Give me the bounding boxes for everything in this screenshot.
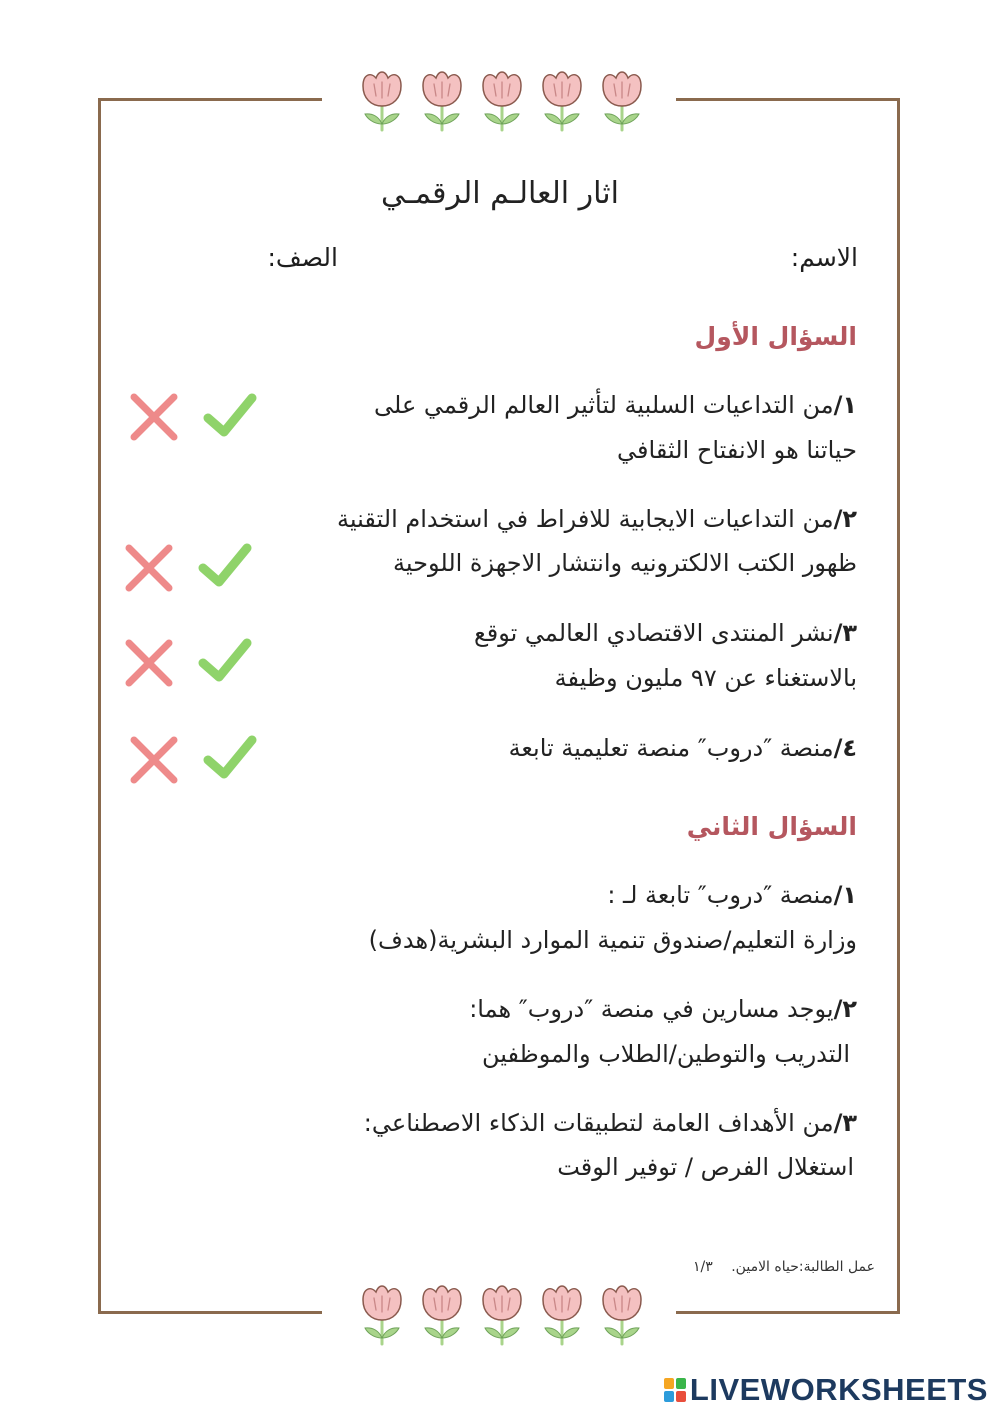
student-credit <box>693 1259 875 1275</box>
frame-top-left <box>98 98 322 101</box>
cross-icon[interactable] <box>126 732 182 788</box>
flower-row-bottom <box>357 1282 647 1348</box>
brand-name: LIVEWORKSHEETS <box>689 1372 988 1407</box>
q1-item3-line1 <box>474 619 857 647</box>
liveworksheets-logo-icon <box>664 1378 686 1402</box>
check-icon[interactable] <box>197 538 253 594</box>
flower-icon <box>597 68 647 134</box>
q2-item1-answer[interactable]: وزارة التعليم/صندوق تنمية الموارد البشرية(هدف) <box>368 926 857 954</box>
flower-icon <box>417 68 467 134</box>
q1-item2-line1 <box>337 505 857 533</box>
worksheet-title: اثار العالـم الرقمـي <box>381 176 619 211</box>
q1-item4-number: ٤/ <box>833 734 857 762</box>
question1-heading: السؤال الأول <box>694 322 857 351</box>
flower-icon <box>597 1282 647 1348</box>
q1-item2-number: ٢/ <box>833 505 857 533</box>
q1-item2-text: من التداعيات الايجابية للافراط في استخدام التقنية <box>337 505 834 533</box>
q2-item1-number: ١/ <box>833 881 857 909</box>
q1-item3-number: ٣/ <box>833 619 857 647</box>
check-icon[interactable] <box>202 388 258 444</box>
flower-icon <box>357 68 407 134</box>
q1-item1-number: ١/ <box>833 391 857 419</box>
q2-item3-text: من الأهداف العامة لتطبيقات الذكاء الاصطناعي: <box>363 1109 834 1137</box>
q2-item1-text: منصة ″دروب″ تابعة لـ : <box>607 881 834 909</box>
frame-bottom-left <box>98 1311 322 1314</box>
q2-item2-line1 <box>469 995 857 1023</box>
grade-text: ١/٣ <box>693 1259 713 1275</box>
q2-item3-line1 <box>364 1109 857 1137</box>
credit-text: عمل الطالبة:حياه الامين. <box>731 1259 875 1275</box>
frame-top-right <box>676 98 900 101</box>
flower-row-top <box>357 68 647 134</box>
q1-item4-text: منصة ″دروب″ منصة تعليمية تابعة <box>508 734 834 762</box>
cross-icon[interactable] <box>121 540 177 596</box>
cross-icon[interactable] <box>121 635 177 691</box>
class-label: الصف: <box>267 243 338 272</box>
question2-heading: السؤال الثاني <box>686 812 857 841</box>
q1-item4-line1 <box>509 734 857 762</box>
q1-item3-line2: بالاستغناء عن ٩٧ مليون وظيفة <box>554 664 857 692</box>
name-label: الاسم: <box>790 243 858 272</box>
q1-item1-line1 <box>374 391 857 419</box>
q2-item3-answer[interactable]: استغلال الفرص / توفير الوقت <box>557 1153 854 1181</box>
frame-bottom-right <box>676 1311 900 1314</box>
q2-item2-answer[interactable]: التدريب والتوطين/الطلاب والموظفين <box>481 1040 850 1068</box>
q2-item2-text: يوجد مسارين في منصة ″دروب″ هما: <box>469 995 834 1023</box>
q1-item1-text: من التداعيات السلبية لتأثير العالم الرقمي على <box>374 391 834 419</box>
check-icon[interactable] <box>197 633 253 689</box>
q1-item1-line2: حياتنا هو الانفتاح الثقافي <box>617 436 857 464</box>
flower-icon <box>477 68 527 134</box>
q1-item3-text: نشر المنتدى الاقتصادي العالمي توقع <box>473 619 834 647</box>
q1-item2-line2: ظهور الكتب الالكترونيه وانتشار الاجهزة اللوحية <box>393 549 857 577</box>
q2-item3-number: ٣/ <box>833 1109 857 1137</box>
flower-icon <box>537 68 587 134</box>
check-icon[interactable] <box>202 730 258 786</box>
frame-left <box>98 98 101 1314</box>
flower-icon <box>477 1282 527 1348</box>
frame-right <box>897 98 900 1314</box>
flower-icon <box>537 1282 587 1348</box>
cross-icon[interactable] <box>126 389 182 445</box>
flower-icon <box>357 1282 407 1348</box>
q2-item2-number: ٢/ <box>833 995 857 1023</box>
q2-item1-line1 <box>607 881 857 909</box>
liveworksheets-brand[interactable] <box>664 1372 988 1408</box>
flower-icon <box>417 1282 467 1348</box>
